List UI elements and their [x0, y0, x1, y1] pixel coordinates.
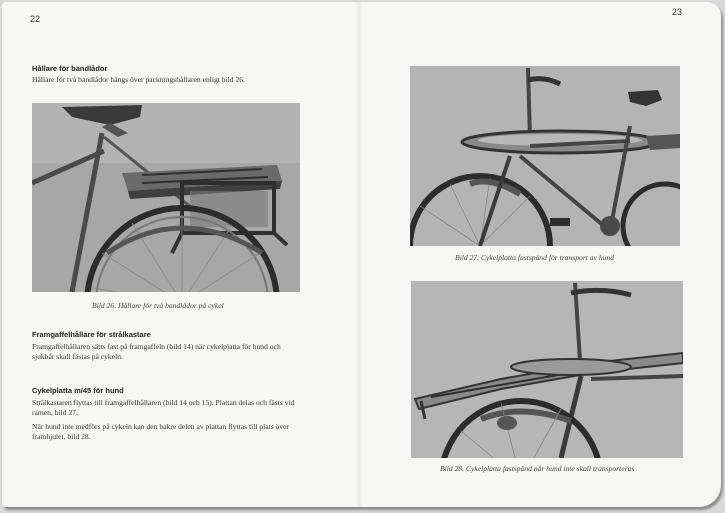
photo-figure-26: [32, 103, 300, 292]
caption-figure-26: Bild 26. Hållare för två bandlådor på cykel: [92, 301, 224, 310]
booklet-spread: [2, 2, 721, 507]
caption-figure-28: Bild 28. Cykelplatta fastspänd när hund inte skall transporteras: [440, 464, 635, 473]
page-number-right: 23: [672, 7, 683, 17]
page-gutter: [356, 2, 362, 507]
bike-rack-photo: [32, 103, 300, 292]
photo-figure-27: [410, 66, 680, 246]
text-cykelplatta-1: Strålkastaren flyttas till framgaffelhållaren (bild 14 och 15). Plattan delas och fästs vid ramen, bild 27.: [32, 398, 295, 417]
bike-platform-over-wheel-photo: [411, 281, 683, 458]
text-bandlador: Hållare för två bandlådor hängs över packningshållaren enligt bild 26.: [32, 75, 245, 84]
text-cykelplatta-2: När hund inte medförs på cykeln kan den bakre delen av plattan flyttas till plats över framhjulet, bild 28.: [32, 422, 290, 441]
heading-framgaffelhallare: Framgaffelhållare för strålkastare: [32, 330, 151, 339]
heading-bandlador: Hållare för bandlådor: [32, 64, 108, 73]
heading-cykelplatta: Cykelplatta m/45 för hund: [32, 386, 124, 395]
photo-figure-28: [411, 281, 683, 458]
bike-with-dog-platform-photo: [410, 66, 680, 246]
text-framgaffelhallare: Framgaffelhållaren sätts fast på framgaffeln (bild 14) när cykelplatta för hund och sjukbår skall fästas på cykeln.: [32, 342, 281, 361]
page-number-left: 22: [30, 14, 41, 24]
caption-figure-27: Bild 27. Cykelplatta fastspänd för transport av hund: [455, 253, 615, 262]
